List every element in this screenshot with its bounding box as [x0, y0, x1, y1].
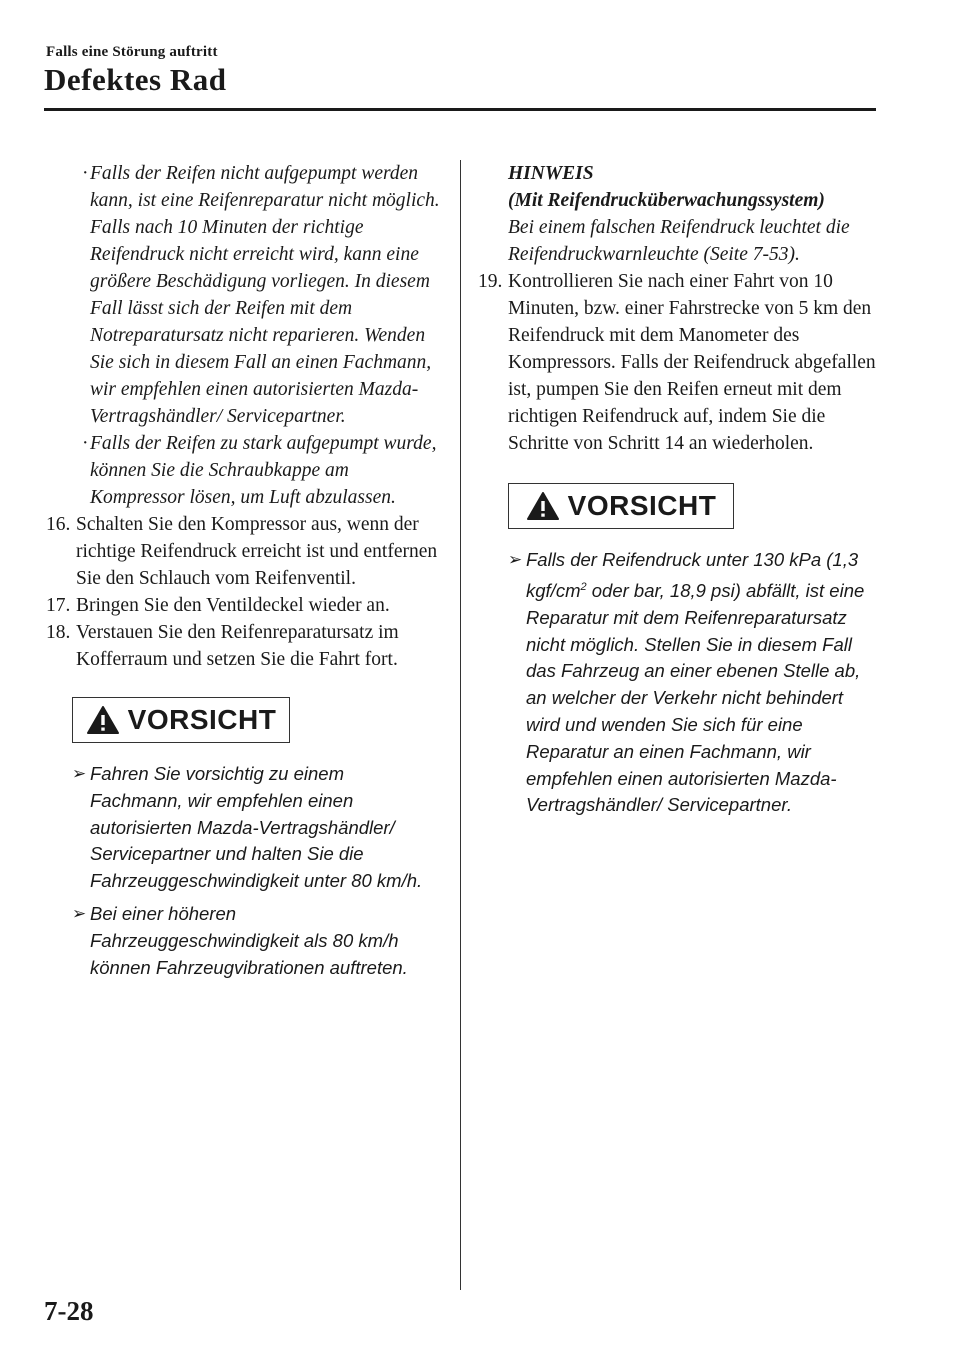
caution-label: VORSICHT: [567, 490, 717, 521]
note-subtitle: (Mit Reifendrucküberwachungssystem): [508, 190, 825, 211]
step-text: Bringen Sie den Ventildeckel wieder an.: [76, 595, 390, 616]
page-number: 7-28: [44, 1296, 94, 1326]
step-number: 19.: [478, 271, 503, 292]
caution-item-text: Fahren Sie vorsichtig zu einem Fachmann, wir empfehlen einen autorisierten Mazda-Vertragshändler/ Servicepartner und halten Sie die Fahrzeuggeschwindigkeit unter 80 km/h.: [90, 763, 423, 892]
section-label: Falls eine Störung auftritt: [46, 44, 218, 60]
right-column: [478, 160, 888, 819]
arrow-bullet-icon: ➢: [72, 764, 87, 783]
step-item: [46, 511, 441, 592]
caution-item-text: Falls der Reifendruck unter 130 kPa (1,3 kgf/$cm^2$ oder bar, 18,9 psi) abfällt, ist eine Reparatur mit dem Reifenreparatursatz nicht möglich. Stellen Sie in diesem Fall das Fahrzeug an einer ebenen Stelle ab, an welcher der Verkehr nicht behindert wird und wenden Sie sich für eine Reparatur an einen Fachmann, wir empfehlen einen autorisierten Mazda-Vertragshändler/ Servicepartner.: [526, 549, 865, 816]
warning-triangle-icon: [86, 705, 120, 735]
step-text: Verstauen Sie den Reifenreparatursatz im Kofferraum und setzen Sie die Fahrt fort.: [76, 622, 399, 670]
header-rule: [44, 108, 876, 111]
caution-item-text: Bei einer höheren Fahrzeuggeschwindigkeit als 80 km/h können Fahrzeugvibrationen auftreten.: [90, 902, 408, 978]
caution-box: [72, 697, 290, 743]
bullet-item: [46, 430, 441, 511]
step-number: 18.: [46, 622, 71, 643]
caution-item: [72, 761, 441, 895]
step-number: 16.: [46, 514, 71, 535]
step-item: [46, 619, 441, 673]
step-item: [46, 592, 441, 619]
note-title: HINWEIS: [508, 163, 594, 184]
warning-triangle-icon: [526, 491, 560, 521]
bullet-item: [46, 160, 441, 430]
note-text: Bei einem falschen Reifendruck leuchtet die Reifendruckwarnleuchte (Seite 7-53).: [508, 217, 850, 265]
arrow-bullet-icon: ➢: [72, 903, 87, 923]
bullet-text: Falls der Reifen zu stark aufgepumpt wurde, können Sie die Schraubkappe am Kompressor lösen, um Luft abzulassen.: [90, 433, 437, 508]
arrow-bullet-icon: ➢: [508, 550, 523, 569]
superscript: 2: [580, 580, 587, 593]
column-divider: [460, 160, 461, 1290]
bullet-text: Falls der Reifen nicht aufgepumpt werden kann, ist eine Reifenreparatur nicht möglich. Falls nach 10 Minuten der richtige Reifendruck nicht erreicht wird, kann eine größere Beschädigung vorliegen. In diesem Fall lässt sich der Reifen mit dem Notreparatursatz nicht reparieren. Wenden Sie sich in diesem Fall an einen Fachmann, wir empfehlen einen autorisierten Mazda-Vertragshändler/ Servicepartner.: [90, 163, 440, 427]
step-text: Schalten Sie den Kompressor aus, wenn der richtige Reifendruck erreicht ist und entfernen Sie den Schlauch vom Reifenventil.: [76, 514, 438, 589]
step-text: Kontrollieren Sie nach einer Fahrt von 10 Minuten, bzw. einer Fahrstrecke von 5 km den Reifendruck mit dem Manometer des Kompressors. Falls der Reifendruck abgefallen ist, pumpen Sie den Reifen erneut mit dem richtigen Reifendruck auf, indem Sie die Schritte von Schritt 14 an wiederholen.: [508, 271, 876, 454]
note-block: [478, 160, 888, 268]
caution-item: [72, 901, 441, 981]
step-number: 17.: [46, 595, 71, 616]
caution-label: VORSICHT: [127, 704, 277, 735]
page-title: Defektes Rad: [44, 62, 227, 97]
step-item: [478, 268, 888, 457]
dot-bullet-icon: ·: [82, 163, 89, 184]
left-column: [46, 160, 441, 981]
dot-bullet-icon: ·: [82, 433, 89, 454]
caution-item: [508, 547, 866, 819]
caution-box: [508, 483, 734, 529]
